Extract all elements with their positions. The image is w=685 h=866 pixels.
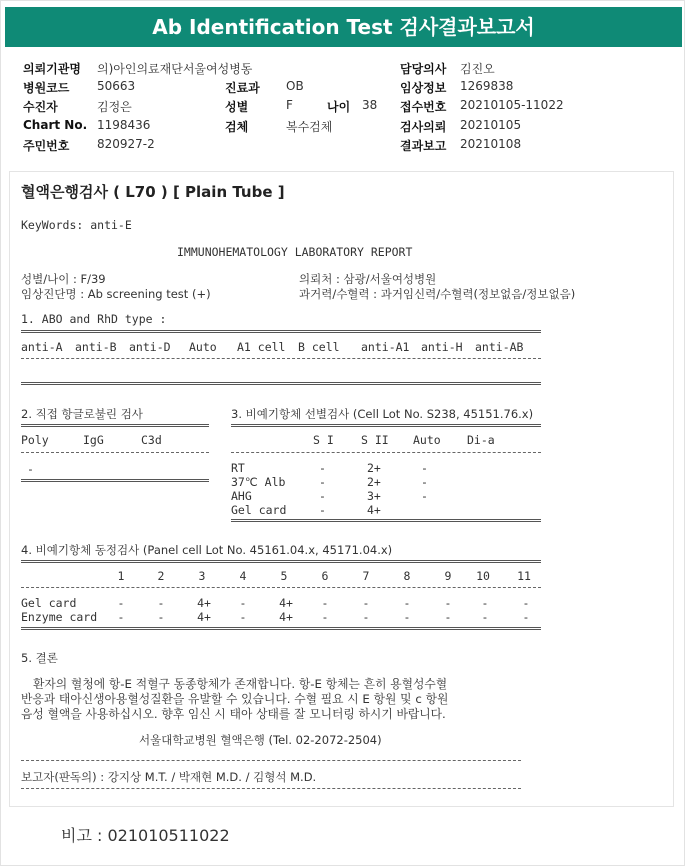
sex-age: 성별/나이 : F/39 <box>21 272 106 286</box>
panel-col: 3 <box>198 569 206 583</box>
dat-result: - <box>27 462 34 476</box>
panel-cell: - <box>117 610 125 624</box>
section-2-title: 2. 직접 항글로불린 검사 <box>21 407 143 421</box>
panel-col: 10 <box>476 569 490 583</box>
panel-cell: - <box>117 596 125 610</box>
divider <box>21 479 209 482</box>
panel-cell: - <box>157 610 165 624</box>
abo-col-anti-a: anti-A <box>21 340 63 354</box>
requester: 의뢰처 : 삼광/서울여성병원 <box>299 272 437 286</box>
hospital-code-value: 50663 <box>97 79 136 93</box>
panel-cell: 4+ <box>279 610 293 624</box>
abo-col-b-cell: B cell <box>298 340 340 354</box>
panel-cell: - <box>239 596 247 610</box>
conclusion-line-1: 환자의 혈청에 항-E 적혈구 동종항체가 존재합니다. 항-E 항체는 흔히 용혈성수혈 <box>33 677 448 691</box>
chart-no-label: Chart No. <box>23 118 88 132</box>
abo-col-anti-h: anti-H <box>421 340 463 354</box>
panel-col: 1 <box>117 569 125 583</box>
dat-col-igg: IgG <box>83 433 104 447</box>
department-label: 진료과 <box>225 81 260 95</box>
screen-col-s1: S I <box>313 433 334 447</box>
panel-cell: - <box>444 596 452 610</box>
panel-cell: - <box>321 610 329 624</box>
panel-col: 6 <box>321 569 329 583</box>
divider <box>21 627 541 630</box>
keywords: KeyWords: anti-E <box>21 218 132 232</box>
divider <box>21 358 541 359</box>
panel-row-enzyme-card: Enzyme card <box>21 610 98 624</box>
report-heading: 혈액은행검사 ( L70 ) [ Plain Tube ] <box>21 183 285 201</box>
screen-cell: - <box>319 489 326 503</box>
conclusion-line-3: 음성 혈액을 사용하십시오. 향후 임신 시 태아 상태를 잘 모니터링 하시기 바랍니다. <box>21 707 446 721</box>
divider <box>21 382 541 385</box>
doctor-label: 담당의사 <box>400 62 447 76</box>
dat-col-c3d: C3d <box>141 433 162 447</box>
sex-value: F <box>286 98 293 112</box>
panel-cell: - <box>403 596 411 610</box>
sex-label: 성별 <box>225 100 249 114</box>
screen-cell: 4+ <box>367 503 381 517</box>
panel-cell: - <box>362 596 370 610</box>
divider <box>21 788 521 789</box>
screen-cell: 3+ <box>367 489 381 503</box>
request-date-label: 검사의뢰 <box>400 120 447 134</box>
panel-cell: - <box>522 610 530 624</box>
panel-cell: 4+ <box>197 610 211 624</box>
conclusion-line-2: 반응과 태아신생아용혈성질환을 유발할 수 있습니다. 수혈 필요 시 E 항원 및 c 항원 <box>21 692 449 706</box>
transfusion-history: 과거력/수혈력 : 과거임신력/수혈력(정보없음/정보없음) <box>299 287 576 301</box>
abo-col-auto: Auto <box>189 340 217 354</box>
screen-row-37c-alb: 37℃ Alb <box>231 475 286 489</box>
lab-title: IMMUNOHEMATOLOGY LABORATORY REPORT <box>177 245 413 259</box>
clinical-info-value: 1269838 <box>460 79 514 93</box>
resident-no-value: 820927-2 <box>97 137 155 151</box>
divider <box>21 424 209 427</box>
doctor-value: 김진오 <box>460 62 495 76</box>
panel-cell: 4+ <box>197 596 211 610</box>
screen-row-ahg: AHG <box>231 489 252 503</box>
panel-col: 7 <box>362 569 370 583</box>
panel-cell: 4+ <box>279 596 293 610</box>
report-date-value: 20210108 <box>460 137 522 151</box>
panel-col: 11 <box>517 569 531 583</box>
remarks: 비고 : 021010511022 <box>61 826 230 845</box>
hospital-code-label: 병원코드 <box>23 81 70 95</box>
age-value: 38 <box>362 98 378 112</box>
panel-col: 9 <box>444 569 452 583</box>
abo-col-anti-ab: anti-AB <box>475 340 524 354</box>
screen-cell: - <box>421 489 428 503</box>
panel-col: 8 <box>403 569 411 583</box>
panel-cell: - <box>321 596 329 610</box>
reporters: 보고자(판독의) : 강지상 M.T. / 박재현 M.D. / 김형석 M.D. <box>21 770 317 784</box>
report-title-banner: Ab Identification Test 검사결과보고서 <box>5 7 682 47</box>
screen-col-auto: Auto <box>413 433 441 447</box>
section-4-title: 4. 비예기항체 동정검사 (Panel cell Lot No. 45161.04.x, 45171.04.x) <box>21 543 393 557</box>
screen-row-rt: RT <box>231 461 245 475</box>
panel-col: 4 <box>239 569 247 583</box>
age-label: 나이 <box>327 100 351 114</box>
screen-cell: - <box>319 475 326 489</box>
screen-row-gel-card: Gel card <box>231 503 287 517</box>
hospital-label: 의뢰기관명 <box>23 62 81 76</box>
patient-label: 수진자 <box>23 100 58 114</box>
clinical-info-label: 임상정보 <box>400 81 447 95</box>
department-value: OB <box>286 79 304 93</box>
panel-col: 2 <box>157 569 165 583</box>
screen-cell: 2+ <box>367 475 381 489</box>
screen-col-dia: Di-a <box>467 433 495 447</box>
specimen-label: 검체 <box>225 120 249 134</box>
patient-value: 김정은 <box>97 100 132 114</box>
panel-row-gel-card: Gel card <box>21 596 77 610</box>
panel-cell: - <box>522 596 530 610</box>
divider <box>231 424 541 427</box>
divider <box>21 330 541 333</box>
divider <box>21 560 541 563</box>
screen-cell: - <box>421 461 428 475</box>
panel-cell: - <box>239 610 247 624</box>
panel-cell: - <box>403 610 411 624</box>
panel-cell: - <box>481 596 489 610</box>
panel-cell: - <box>481 610 489 624</box>
divider <box>231 519 541 522</box>
dat-col-poly: Poly <box>21 433 49 447</box>
request-date-value: 20210105 <box>460 118 522 132</box>
abo-col-a1-cell: A1 cell <box>237 340 286 354</box>
section-1-title: 1. ABO and RhD type : <box>21 312 167 326</box>
screen-cell: - <box>421 475 428 489</box>
chart-no-value: 1198436 <box>97 118 151 132</box>
specimen-value: 복수검체 <box>286 120 333 134</box>
divider <box>21 452 209 453</box>
resident-no-label: 주민번호 <box>23 139 70 153</box>
accession-value: 20210105-11022 <box>460 98 564 112</box>
divider <box>21 587 541 588</box>
panel-cell: - <box>157 596 165 610</box>
abo-col-anti-d: anti-D <box>129 340 171 354</box>
screen-cell: 2+ <box>367 461 381 475</box>
divider <box>21 760 521 761</box>
section-5-title: 5. 결론 <box>21 651 58 665</box>
report-date-label: 결과보고 <box>400 139 447 153</box>
abo-col-anti-b: anti-B <box>75 340 117 354</box>
panel-col: 5 <box>280 569 288 583</box>
diagnosis: 임상진단명 : Ab screening test (+) <box>21 287 211 301</box>
panel-cell: - <box>362 610 370 624</box>
lab-contact: 서울대학교병원 혈액은행 (Tel. 02-2072-2504) <box>139 733 382 747</box>
divider <box>231 452 541 453</box>
panel-cell: - <box>444 610 452 624</box>
screen-cell: - <box>319 461 326 475</box>
screen-col-s2: S II <box>361 433 389 447</box>
accession-label: 접수번호 <box>400 100 447 114</box>
abo-col-anti-a1: anti-A1 <box>361 340 410 354</box>
screen-cell: - <box>319 503 326 517</box>
hospital-value: 의)아인의료재단서울여성병동 <box>97 62 253 76</box>
section-3-title: 3. 비예기항체 선별검사 (Cell Lot No. S238, 45151.76.x) <box>231 407 534 421</box>
